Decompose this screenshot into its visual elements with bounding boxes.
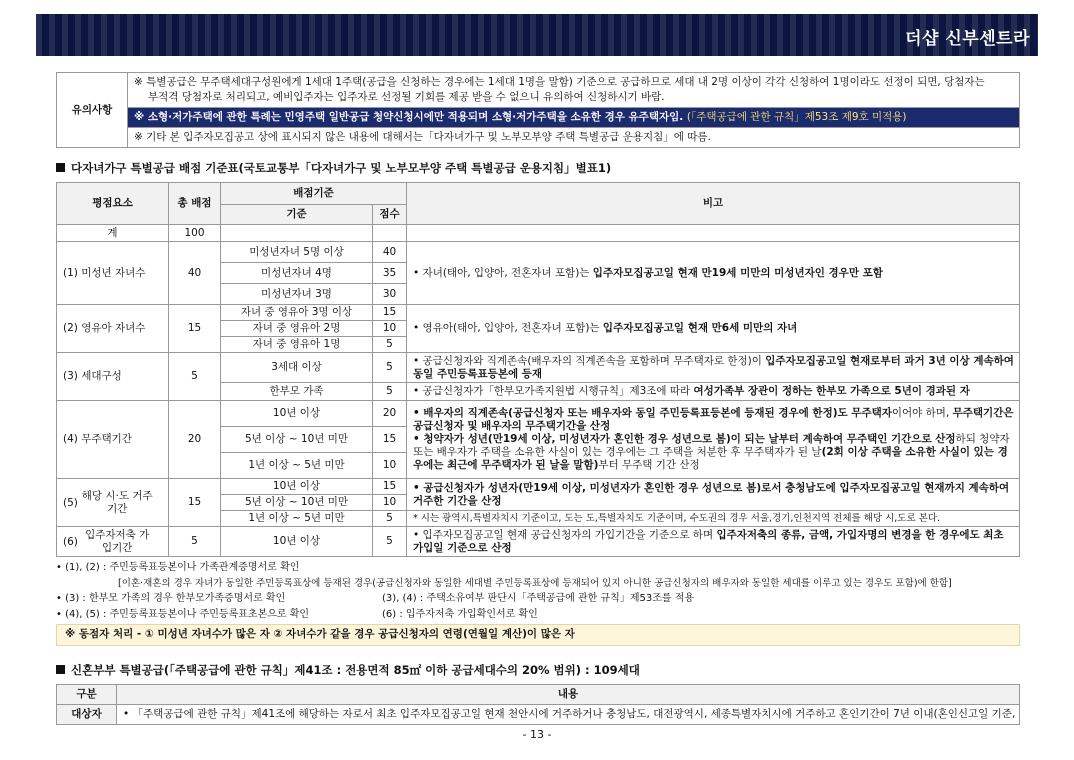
criteria-cell: 10년 이상 bbox=[221, 527, 373, 557]
bullet-square-icon bbox=[56, 665, 65, 674]
item-infant-children: (2) 영유아 자녀수 bbox=[57, 305, 169, 353]
points-cell: 5 bbox=[373, 353, 407, 383]
header-points: 점수 bbox=[373, 205, 407, 225]
item-residence-period: (5) 해당 시·도 거주기간 bbox=[57, 479, 169, 527]
points-cell: 10 bbox=[373, 453, 407, 479]
score-table bbox=[56, 182, 1020, 557]
points-cell: 40 bbox=[373, 242, 407, 263]
footnotes bbox=[56, 560, 1020, 646]
section-title-newlywed: 신혼부부 특별공급(「주택공급에 관한 규칙」제41조 : 전용면적 85㎡ 이하 공급세대수의 20% 범위) : 109세대 bbox=[56, 662, 640, 678]
criteria-cell: 미성년자녀 3명 bbox=[221, 284, 373, 305]
criteria-cell: 3세대 이상 bbox=[221, 353, 373, 383]
remark-cell: • 공급신청자가「한부모가족지원법 시행규칙」제3조에 따라 여성가족부 장관이 정하는 한부모 가족으로 5년이 경과된 자 bbox=[407, 383, 1020, 401]
criteria-cell: 자녀 중 영유아 3명 이상 bbox=[221, 305, 373, 321]
total-value: 100 bbox=[169, 225, 221, 242]
criteria-cell: 5년 이상 ~ 10년 미만 bbox=[221, 427, 373, 453]
points-cell: 5 bbox=[373, 337, 407, 353]
footnote-row bbox=[56, 607, 1020, 623]
newlywed-table bbox=[56, 684, 1020, 725]
remark-cell: • 배우자의 직계존속(공급신청자 또는 배우자와 동일 주민등록표등본에 등재된 경우에 한정)도 무주택자이어야 하며, 무주택기간은 공급신청자 및 배우자의 무주택기간을 산정 • 청약자가 성년(만19세 이상, 미성년자가 혼인한 경우 성년으로 봄)이 되는 날부터 계속하여 무주택인 기간으로 산정하되 청약자 또는 배우자가 주택을 소유한 사실이 있는 경우에는 그 주택을 처분한 후 무주택자가 된 날(2회 이상 주택을 소유한 사실이 있는 경우에는 최근에 무주택자가 된 날을 말함)부터 무주택 기간 산정 bbox=[407, 401, 1020, 479]
brand-title: 더샵 신부센트라 bbox=[905, 29, 1030, 49]
caution-line-2: ※ 소형·저가주택에 관한 특례는 민영주택 일반공급 청약신청시에만 적용되며 소형·저가주택을 소유한 경우 유주택자임. (「주택공급에 관한 규칙」제53조 제9호 미적용) bbox=[128, 108, 1020, 128]
footnote: [이혼·재혼의 경우 자녀가 동일한 주민등록표상에 등재된 경우(공급신청자와 동일한 세대별 주민등록표상에 등재되어 있지 아니한 공급신청자의 배우자와 동일한 세대를 이루고 있는 경우도 포함)에 한함] bbox=[118, 577, 952, 589]
footnote: • (4), (5) : 주민등록표등본이나 주민등록표초본으로 확인 bbox=[56, 608, 310, 620]
criteria-cell: 자녀 중 영유아 1명 bbox=[221, 337, 373, 353]
points-cell: 5 bbox=[373, 511, 407, 527]
tie-break-rule: ※ 동점자 처리 - ① 미성년 자녀수가 많은 자 ② 자녀수가 같을 경우 공급신청자의 연령(연월일 계산)이 많은 자 bbox=[56, 624, 1020, 646]
points-cell: 15 bbox=[373, 305, 407, 321]
item-savings-period: (6) 입주자저축 가입기간 bbox=[57, 527, 169, 557]
page-number: - 13 - bbox=[522, 728, 552, 741]
criteria-cell: 1년 이상 ~ 5년 미만 bbox=[221, 511, 373, 527]
section-title-score: 다자녀가구 특별공급 배점 기준표(국토교통부「다자녀가구 및 노부모부양 주택 특별공급 운용지침」별표1) bbox=[56, 160, 611, 176]
caution-line-1: ※ 특별공급은 무주택세대구성원에게 1세대 1주택(공급을 신청하는 경우에는 1세대 1명을 말함) 기준으로 공급하므로 세대 내 2명 이상이 각각 신청하여 1명이라도 선정이 되면, 당첨자는 부적격 당첨자로 처리되고, 예비입주자는 입주자로 선정될 기회를 제공 받을 수 없으니 유의하여 신청하시기 바람. bbox=[128, 73, 1020, 108]
remark-cell: * 시는 광역시,특별자치시 기준이고, 도는 도,특별자치도 기준이며, 수도권의 경우 서울,경기,인천지역 전체를 해당 시,도로 본다. bbox=[407, 511, 1020, 527]
header-content: 내용 bbox=[117, 685, 1020, 705]
points-cell: 20 bbox=[373, 401, 407, 427]
item-total: 5 bbox=[169, 527, 221, 557]
footnote: (6) : 입주자저축 가입확인서로 확인 bbox=[382, 608, 538, 620]
remark-cell: • 공급신청자가 성년자(만19세 이상, 미성년자가 혼인한 경우 성년으로 봄)로서 충청남도에 입주자모집공고일 현재까지 계속하여 거주한 기간을 산정 bbox=[407, 479, 1020, 511]
points-cell: 5 bbox=[373, 527, 407, 557]
item-total: 40 bbox=[169, 242, 221, 305]
footnote: • (3) : 한부모 가족의 경우 한부모가족증명서로 확인 bbox=[56, 593, 286, 604]
caution-line-3: ※ 기타 본 입주자모집공고 상에 표시되지 않은 내용에 대해서는「다자녀가구 및 노부모부양 주택 특별공급 운용지침」에 따름. bbox=[128, 128, 1020, 148]
item-total: 5 bbox=[169, 353, 221, 401]
item-minor-children: (1) 미성년 자녀수 bbox=[57, 242, 169, 305]
item-homeless-period: (4) 무주택기간 bbox=[57, 401, 169, 479]
criteria-cell: 미성년자녀 4명 bbox=[221, 263, 373, 284]
bullet-square-icon bbox=[56, 163, 65, 172]
points-cell: 5 bbox=[373, 383, 407, 401]
header-banner bbox=[36, 14, 1038, 56]
criteria-cell: 미성년자녀 5명 이상 bbox=[221, 242, 373, 263]
criteria-cell: 10년 이상 bbox=[221, 401, 373, 427]
criteria-cell: 10년 이상 bbox=[221, 479, 373, 495]
points-cell: 15 bbox=[373, 479, 407, 495]
item-total: 15 bbox=[169, 305, 221, 353]
remark-cell: • 영유아(태아, 입양아, 전혼자녀 포함)는 입주자모집공고일 현재 만6세 미만의 자녀 bbox=[407, 305, 1020, 353]
header-criteria: 기준 bbox=[221, 205, 373, 225]
header-group: 배점기준 bbox=[221, 183, 407, 205]
caution-label: 유의사항 bbox=[57, 73, 128, 148]
header-remarks: 비고 bbox=[407, 183, 1020, 225]
criteria-cell: 5년 이상 ~ 10년 미만 bbox=[221, 495, 373, 511]
remark-cell: • 자녀(태아, 입양아, 전혼자녀 포함)는 입주자모집공고일 현재 만19세 미만의 미성년자인 경우만 포함 bbox=[407, 242, 1020, 305]
footnote: (3), (4) : 주택소유여부 판단시「주택공급에 관한 규칙」제53조를 적용 bbox=[382, 593, 695, 604]
points-cell: 35 bbox=[373, 263, 407, 284]
item-total: 15 bbox=[169, 479, 221, 527]
remark-cell: • 입주자모집공고일 현재 공급신청자의 가입기간을 기준으로 하며 입주자저축의 종류, 금액, 가입자명의 변경을 한 경우에도 최초 가입일 기준으로 산정 bbox=[407, 527, 1020, 557]
item-total: 20 bbox=[169, 401, 221, 479]
points-cell: 30 bbox=[373, 284, 407, 305]
criteria-cell: 1년 이상 ~ 5년 미만 bbox=[221, 453, 373, 479]
header-type: 구분 bbox=[57, 685, 117, 705]
points-cell: 10 bbox=[373, 495, 407, 511]
header-item: 평점요소 bbox=[57, 183, 169, 225]
footnote-row bbox=[56, 591, 1020, 607]
header-total: 총 배점 bbox=[169, 183, 221, 225]
row-content: • 「주택공급에 관한 규칙」제41조에 해당하는 자로서 최초 입주자모집공고일 현재 천안시에 거주하거나 충청남도, 대전광역시, 세종특별자치시에 거주하고 혼인기간이 7년 이내(혼인신고일 기준, bbox=[117, 705, 1020, 725]
points-cell: 15 bbox=[373, 427, 407, 453]
footnote: • (1), (2) : 주민등록표등본이나 가족관계증명서로 확인 bbox=[56, 562, 300, 573]
remark-cell: • 공급신청자와 직계존속(배우자의 직계존속을 포함하며 무주택자로 한정)이 입주자모집공고일 현재로부터 과거 3년 이상 계속하여 동일 주민등록표등본에 등재 bbox=[407, 353, 1020, 383]
points-cell: 10 bbox=[373, 321, 407, 337]
item-household: (3) 세대구성 bbox=[57, 353, 169, 401]
caution-table bbox=[56, 72, 1020, 148]
criteria-cell: 자녀 중 영유아 2명 bbox=[221, 321, 373, 337]
criteria-cell: 한부모 가족 bbox=[221, 383, 373, 401]
total-label: 계 bbox=[57, 225, 169, 242]
row-label: 대상자 bbox=[57, 705, 117, 725]
